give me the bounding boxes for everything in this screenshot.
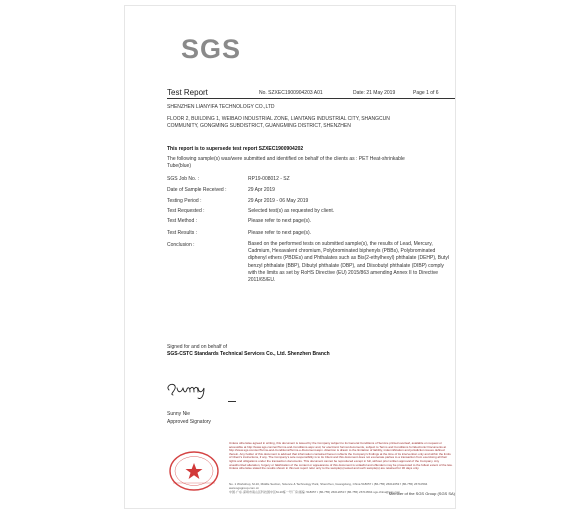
company-seal-stamp: [167, 450, 221, 492]
client-address-line2: COMMUNITY, GONGMING SUBDISTRICT, GUANGMING DISTRICT, SHENZHEN: [167, 123, 351, 129]
supersede-notice: This report is to supersede test report SZXEC1900904202: [167, 146, 304, 152]
conclusion-text: Based on the performed tests on submitted sample(s), the results of Lead, Mercury, Cadmium, Hexavalent chromium, Polybrominated biphenyls (PBBs), Polybrominated diphenyl ethers (PBDEs) and Phthalates such as Bis(2-ethylhexyl) phthalate (DEHP), Butyl benzyl phthalate (BBP), Dibutyl phthalate (DBP), and Diisobutyl phthalate (DIBP) comply with the limits as set by RoHS Directive (EU) 2015/863 amending Annex II to Directive 2011/65/EU.: [248, 241, 449, 284]
field-value: 29 Apr 2019: [248, 187, 275, 193]
signoff-line2: SGS-CSTC Standards Technical Services Co., Ltd. Shenzhen Branch: [167, 351, 330, 357]
signoff-line1: Signed for and on behalf of: [167, 344, 228, 350]
client-address-line1: FLOOR 2, BUILDING 1, WEIBAO INDUSTRIAL ZONE, LIANTANG INDUSTRIAL CITY, SHANGCUN: [167, 116, 390, 122]
terms-fine-print: Unless otherwise agreed in writing, this document is issued by the Company subject to its General Conditions of Service printed overleaf, available on request or accessible at http://www.sgs.com/en/Terms-and-Conditions.aspx and, for electronic format documents, subject to Terms and Conditions for Electronic Documents at http://www.sgs.com/en/Terms-and-Conditions/Terms-e-Document.aspx. Attention is drawn to the limitation of liability, indemnification and jurisdiction issues defined therein. Any holder of this document is advised that information contained hereon reflects the Company's findings at the time of its intervention only and within the limits of Client's instructions, if any. The Company's sole responsibility is to its Client and this document does not exonerate parties to a transaction from exercising all their rights and obligations under the transaction documents. This document cannot be reproduced except in full, without prior written approval of the Company. Any unauthorized alteration, forgery or falsification of the content or appearance of this document is unlawful and offenders may be prosecuted to the fullest extent of the law. Unless otherwise stated the results shown in this test report refer only to the sample(s) tested and such sample(s) are retained for 30 days only.: [229, 442, 453, 471]
field-value: Please refer to next page(s).: [248, 230, 312, 236]
report-number: No. SZXEC1900904203 A01: [259, 90, 323, 96]
footer-address-cn: 中国·广东·深圳市南山区科技园中区M-10栋一号厂房 邮编: 518057 t (86-755) 26012053 f (86-755) 26710594 sgs.china@sgs.com: [229, 490, 401, 494]
footer: [167, 442, 455, 498]
report-date: Date: 21 May 2019: [353, 90, 396, 96]
header-divider: [167, 98, 455, 99]
field-label: SGS Job No. :: [167, 176, 199, 182]
footer-address-en: No. 1 Workshop, M-10, Middle Section, Science & Technology Park, Shenzhen, Guangdong, China 518057 t (86-755) 26012053 f (86-755) 26710594 www.sgsgroup.com.cn: [229, 482, 428, 490]
field-label: Testing Period :: [167, 198, 202, 204]
report-page: [125, 6, 455, 508]
sgs-member-note: Member of the SGS Group (SGS SA): [388, 491, 455, 496]
field-value: Selected test(s) as requested by client.: [248, 208, 335, 214]
intro-line2: Tube(blue): [167, 163, 191, 169]
client-name: SHENZHEN LIANYIFA TECHNOLOGY CO.,LTD: [167, 104, 275, 110]
intro-line1: The following sample(s) was/were submitted and identified on behalf of the clients as : PET Heat-shrinkable: [167, 156, 405, 162]
sgs-logo: SGS: [181, 34, 242, 64]
signatory-role: Approved Signatory: [167, 419, 211, 425]
field-label: Test Requested :: [167, 208, 205, 214]
page-number: Page 1 of 6: [413, 90, 439, 96]
signature-dash: [228, 401, 236, 402]
field-value: RP19-008012 - SZ: [248, 176, 290, 182]
signature-mark: [163, 376, 233, 400]
signatory-name: Sunny Nie: [167, 411, 191, 417]
report-title: Test Report: [167, 88, 208, 97]
field-value: 29 Apr 2019 - 06 May 2019: [248, 198, 309, 204]
field-label: Test Results :: [167, 230, 198, 236]
conclusion-label: Conclusion :: [167, 242, 195, 248]
field-label: Date of Sample Received :: [167, 187, 227, 193]
field-value: Please refer to next page(s).: [248, 218, 312, 224]
handwritten-signature: [163, 376, 233, 400]
field-label: Test Method :: [167, 218, 198, 224]
